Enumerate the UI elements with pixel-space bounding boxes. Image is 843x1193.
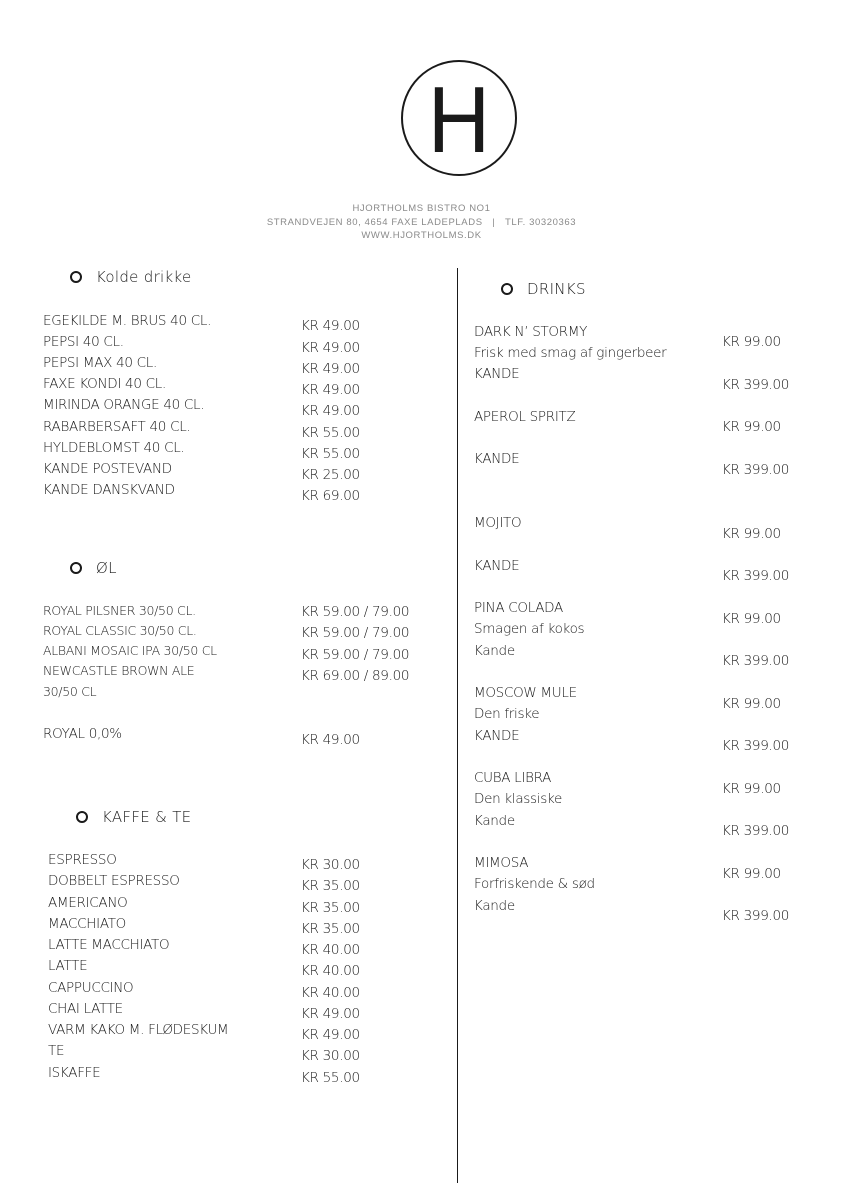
menu-item: DOBBELT ESPRESSO — [48, 873, 180, 889]
menu-item: FAXE KONDI 40 CL. — [43, 376, 166, 392]
bullet-icon — [76, 811, 88, 823]
menu-item: ROYAL PILSNER 30/50 CL. — [43, 603, 196, 618]
menu-item: ROYAL 0,0% — [43, 726, 122, 742]
drink-price: KR 99.00 — [722, 526, 781, 542]
menu-item: LATTE — [48, 958, 88, 974]
menu-price: KR 49.00 — [301, 1027, 360, 1043]
drink-name: PINA COLADA — [474, 600, 563, 616]
menu-item: NEWCASTLE BROWN ALE — [43, 663, 195, 678]
menu-item: KANDE POSTEVAND — [43, 461, 172, 477]
menu-price: KR 49.00 — [301, 361, 360, 377]
bullet-icon — [70, 271, 82, 283]
menu-price: KR 40.00 — [301, 942, 360, 958]
menu-price: KR 55.00 — [301, 1070, 360, 1086]
menu-item: RABARBERSAFT 40 CL. — [43, 419, 191, 435]
menu-item: ALBANI MOSAIC IPA 30/50 CL — [43, 643, 217, 658]
menu-item: KANDE DANSKVAND — [43, 482, 175, 498]
drink-price: KR 99.00 — [722, 611, 781, 627]
menu-price: KR 30.00 — [301, 857, 360, 873]
menu-price: KR 69.00 / 89.00 — [301, 668, 410, 684]
menu-price: KR 35.00 — [301, 921, 360, 937]
website: WWW.HJORTHOLMS.DK — [361, 230, 482, 241]
drink-price: KR 99.00 — [722, 334, 781, 350]
drink-price: KR 99.00 — [722, 696, 781, 712]
kande-label: KANDE — [474, 366, 520, 382]
drink-name: DARK N’ STORMY — [474, 324, 588, 340]
menu-price: KR 59.00 / 79.00 — [301, 625, 410, 641]
drink-name: MOSCOW MULE — [474, 685, 577, 701]
drink-name: MIMOSA — [474, 855, 529, 871]
menu-item: MACCHIATO — [48, 916, 126, 932]
menu-item: MIRINDA ORANGE 40 CL. — [43, 397, 205, 413]
menu-item: PEPSI 40 CL. — [43, 334, 124, 350]
kande-price: KR 399.00 — [722, 653, 790, 669]
menu-price: KR 25.00 — [301, 467, 360, 483]
kande-label: KANDE — [474, 728, 520, 744]
menu-price: KR 49.00 — [301, 318, 360, 334]
logo — [401, 60, 517, 176]
menu-item: PEPSI MAX 40 CL. — [43, 355, 157, 371]
menu-price: KR 35.00 — [301, 878, 360, 894]
kande-price: KR 399.00 — [722, 908, 790, 924]
section-kolde-drikke — [70, 268, 191, 286]
kande-price: KR 399.00 — [722, 738, 790, 754]
drink-price: KR 99.00 — [722, 419, 781, 435]
menu-item: AMERICANO — [48, 895, 128, 911]
drink-name: APEROL SPRITZ — [474, 409, 576, 425]
menu-price: KR 69.00 — [301, 488, 360, 504]
menu-item: VARM KAKO M. FLØDESKUM — [48, 1022, 229, 1038]
section-ol — [70, 559, 117, 577]
menu-price: KR 49.00 — [301, 382, 360, 398]
drink-price: KR 99.00 — [722, 866, 781, 882]
menu-item: ESPRESSO — [48, 852, 117, 868]
menu-price: KR 49.00 — [301, 1006, 360, 1022]
menu-price: KR 59.00 / 79.00 — [301, 647, 410, 663]
drink-description: Smagen af kokos — [474, 621, 585, 637]
kande-label: KANDE — [474, 451, 520, 467]
section-title: DRINKS — [527, 280, 586, 298]
drink-description: Frisk med smag af gingerbeer — [474, 345, 667, 361]
menu-price: KR 55.00 — [301, 446, 360, 462]
menu-price: KR 49.00 — [301, 340, 360, 356]
menu-price: KR 59.00 / 79.00 — [301, 604, 410, 620]
kande-label: Kande — [474, 643, 515, 659]
menu-item: TE — [48, 1043, 65, 1059]
menu-item: EGEKILDE M. BRUS 40 CL. — [43, 313, 212, 329]
kande-price: KR 399.00 — [722, 377, 790, 393]
menu-price: KR 40.00 — [301, 985, 360, 1001]
section-drinks — [501, 280, 586, 298]
address-line: STRANDVEJEN 80, 4654 FAXE LADEPLADS | TLF. 30320363 — [266, 217, 577, 228]
kande-label: Kande — [474, 898, 515, 914]
drink-name: MOJITO — [474, 515, 522, 531]
bistro-name: HJORTHOLMS BISTRO NO1 — [352, 203, 491, 214]
menu-price: KR 35.00 — [301, 900, 360, 916]
kande-price: KR 399.00 — [722, 823, 790, 839]
kande-price: KR 399.00 — [722, 568, 790, 584]
section-title: KAFFE & TE — [102, 808, 192, 826]
menu-item: ROYAL CLASSIC 30/50 CL. — [43, 623, 197, 638]
menu-item: HYLDEBLOMST 40 CL. — [43, 440, 185, 456]
menu-item: CAPPUCCINO — [48, 980, 134, 996]
drink-description: Forfriskende & sød — [474, 876, 595, 892]
bullet-icon — [501, 283, 513, 295]
menu-price: KR 49.00 — [301, 732, 360, 748]
menu-item: 30/50 CL — [43, 684, 97, 699]
kande-label: Kande — [474, 813, 515, 829]
drink-name: CUBA LIBRA — [474, 770, 552, 786]
bullet-icon — [70, 562, 82, 574]
kande-price: KR 399.00 — [722, 462, 790, 478]
menu-item: ISKAFFE — [48, 1065, 101, 1081]
drink-price: KR 99.00 — [722, 781, 781, 797]
kande-label: KANDE — [474, 558, 520, 574]
column-divider — [457, 268, 458, 1183]
drink-description: Den klassiske — [474, 791, 562, 807]
logo-letter: H — [427, 67, 491, 172]
menu-price: KR 30.00 — [301, 1048, 360, 1064]
menu-price: KR 49.00 — [301, 403, 360, 419]
menu-price: KR 55.00 — [301, 425, 360, 441]
menu-price: KR 40.00 — [301, 963, 360, 979]
section-kaffe-te — [76, 808, 191, 826]
drink-description: Den friske — [474, 706, 540, 722]
menu-item: CHAI LATTE — [48, 1001, 123, 1017]
menu-item: LATTE MACCHIATO — [48, 937, 170, 953]
section-title: ØL — [96, 559, 117, 577]
section-title: Kolde drikke — [96, 268, 192, 286]
